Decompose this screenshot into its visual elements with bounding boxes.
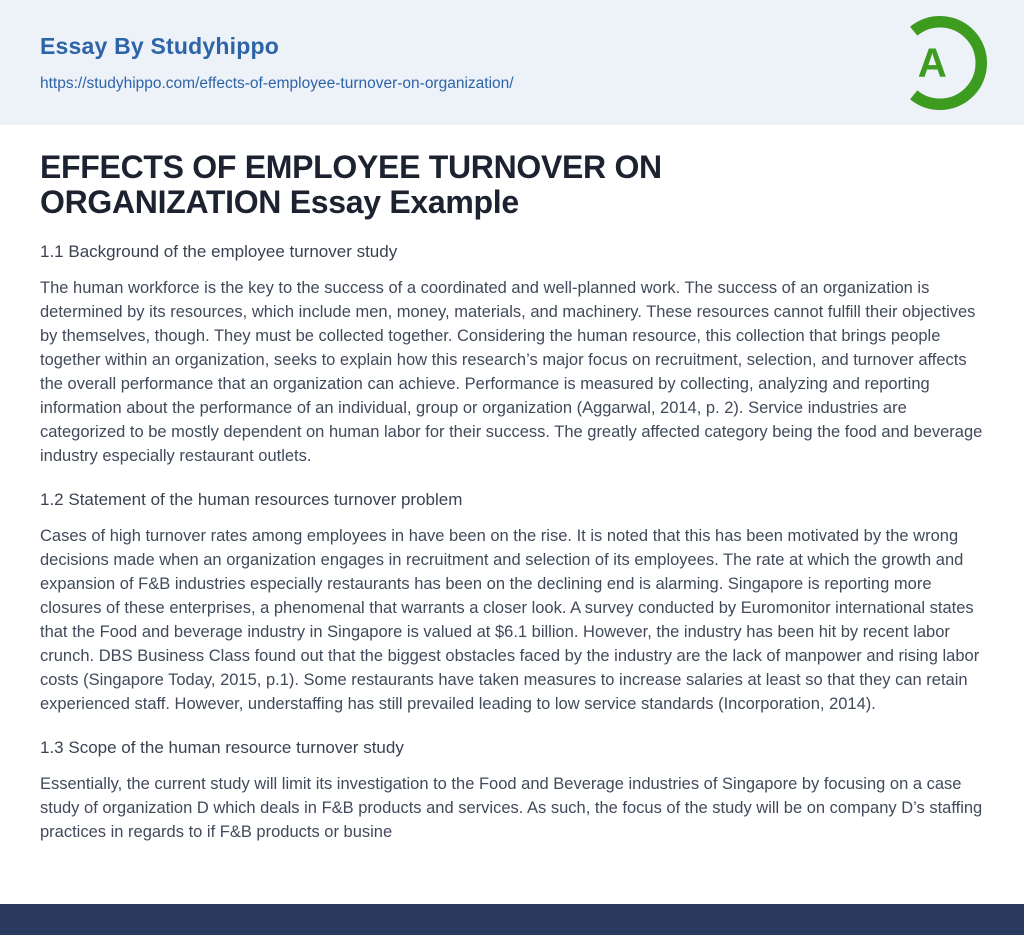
- section-heading-1-1: 1.1 Background of the employee turnover study: [40, 242, 398, 262]
- essay-content: [0, 125, 1024, 904]
- site-header: [0, 0, 1024, 125]
- essay-title: EFFECTS OF EMPLOYEE TURNOVER ON ORGANIZATION Essay Example: [40, 149, 662, 221]
- section-heading-1-3: 1.3 Scope of the human resource turnover study: [40, 738, 404, 758]
- studyhippo-logo-icon: [892, 15, 988, 111]
- section-heading-1-2: 1.2 Statement of the human resources turnover problem: [40, 490, 463, 510]
- header-text-block: [40, 33, 514, 93]
- section-1-2-paragraph: Cases of high turnover rates among employees in have been on the rise. It is noted that this has been motivated by the wrong decisions made when an organization engages in recruitment and selection of its employees. The rate at which the growth and expansion of F&B industries especially restaurants has been on the declining end is alarming. Singapore is reporting more closures of these enterprises, a phenomenal that warrants a closer look. A survey conducted by Euromonitor international states that the Food and beverage industry in Singapore is valued at $6.1 billion. However, the industry has been hit by recent labor crunch. DBS Business Class found out that the biggest obstacles faced by the industry are the lack of manpower and rising labor costs (Singapore Today, 2015, p.1). Some restaurants have taken measures to increase salaries at least so that they can retain experienced staff. However, understaffing has still prevailed leading to low service standards (Incorporation, 2014).: [40, 527, 980, 714]
- footer-bar: [0, 904, 1024, 935]
- site-title: Essay By Studyhippo: [40, 32, 279, 59]
- section-1-3-paragraph: Essentially, the current study will limit its investigation to the Food and Beverage industries of Singapore by focusing on a case study of organization D which deals in F&B products and services. As such, the focus of the study will be on company D’s staffing practices in regards to if F&B products or busine: [40, 775, 983, 842]
- logo-letter: A: [917, 38, 947, 85]
- section-1-1-paragraph: The human workforce is the key to the success of a coordinated and well-planned work. The success of an organization is determined by its resources, which include men, money, materials, and machinery. These resources cannot fulfill their objectives by themselves, though. They must be collected together. Considering the human resource, this collection that brings people together within an organization, seeks to explain how this research’s major focus on recruitment, selection, and turnover affects the overall performance that an organization can achieve. Performance is measured by collecting, analyzing and reporting information about the performance of an individual, group or organization (Aggarwal, 2014, p. 2). Service industries are categorized to be mostly dependent on human labor for their success. The greatly affected category being the food and beverage industry especially restaurant outlets.: [40, 279, 983, 466]
- essay-url-link[interactable]: https://studyhippo.com/effects-of-employee-turnover-on-organization/: [40, 74, 514, 92]
